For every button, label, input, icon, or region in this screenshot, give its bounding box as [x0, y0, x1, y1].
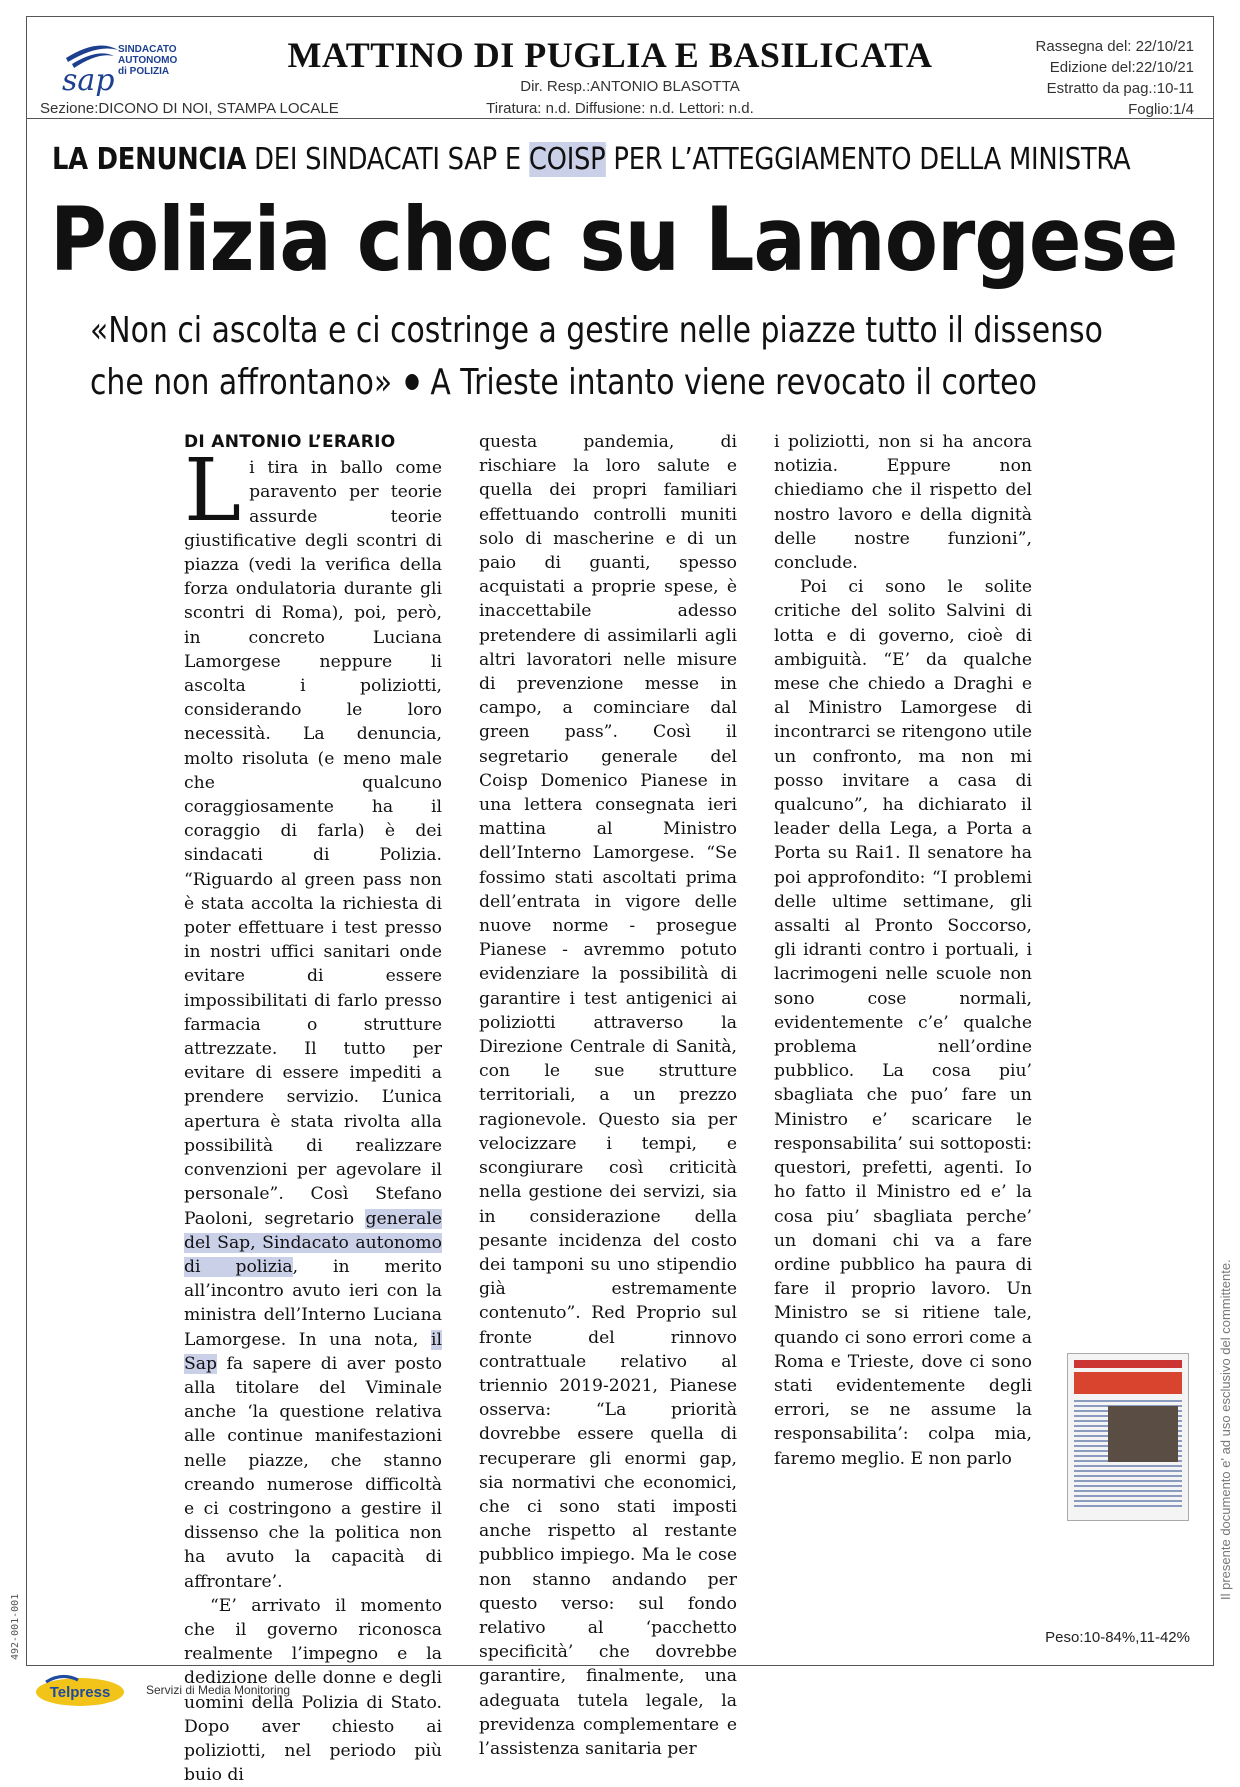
logo-line-1: SINDACATO	[118, 44, 177, 55]
publication-title: MATTINO DI PUGLIA E BASILICATA	[287, 35, 933, 75]
logo-line-3: di POLIZIA	[118, 66, 170, 77]
circulation-info: Tiratura: n.d. Diffusione: n.d. Lettori: n.d.	[486, 100, 754, 117]
logo-text	[118, 44, 177, 77]
kicker-bold: LA DENUNCIA	[52, 142, 247, 177]
clipping-meta	[1036, 36, 1194, 120]
article-column-2	[479, 430, 737, 1761]
subtitle-line-2a: che non affrontano»	[90, 362, 393, 403]
edition-date: Edizione del:22/10/21	[1049, 59, 1194, 76]
column-1-paragraph-2: “E’ arrivato il momento che il governo riconosca realmente l’impegno e la dedizione delle donne e degli uomini della Polizia di Stato. Dopo aver chiesto ai poliziotti, nel periodo più buio di	[184, 1595, 442, 1786]
article-title: Polizia choc su Lamorgese	[50, 188, 1178, 291]
column-2-paragraph: questa pandemia, di rischiare la loro salute e quella dei propri familiari effettuando controlli muniti solo di mascherine e di un paio di guanti, spesso acquistati a proprie spese, è inaccettabile adesso pretendere di assimilarli agli altri lavoratori nelle misure di prevenzione messe in campo, a cominciare dal green pass”. Così il segretario generale del Coisp Domenico Pianese in una lettera consegnata ieri mattina al Ministro dell’Interno Lamorgese. “Se fossimo stati ascoltati prima dell’entrata in vigore delle nuove norme - prosegue Pianese - avremmo potuto evidenziare la possibilità di garantire i test antigenici ai poliziotti attraverso la Direzione Centrale di Sanità, con le sue strutture territoriali, a un prezzo ragionevole. Questo sia per velocizzare i tempi, e scongiurare così criticità nella gestione dei servizi, sia in considerazione della pesante incidenza del costo dei tamponi su uno stipendio già estremamente contenuto”. Red Proprio sul fronte del rinnovo contrattuale relativo al triennio 2019-2021, Pianese osserva: “La priorità dovrebbe essere quella di recuperare gli enormi gap, sia normativi che economici, che ci sono stati imposti anche rispetto al restante pubblico impiego. Ma le cose non stanno andando per questo verso: sul fondo relativo al ‘pacchetto specificità’ che dovrebbe garantire, finalmente, una adeguata tutela legale, la previdenza complementare e l’assistenza sanitaria per	[479, 432, 737, 1759]
page-extract: Estratto da pag.:10-11	[1046, 80, 1194, 97]
logo-mark: sap	[62, 63, 115, 96]
kicker-text-end: PER L’ATTEGGIAMENTO DELLA MINISTRA	[605, 142, 1131, 177]
drop-cap: L	[184, 441, 242, 542]
thumb-title-block	[1074, 1372, 1182, 1394]
subtitle-line-2b: A Trieste intanto viene revocato il corteo	[430, 362, 1037, 403]
column-3-paragraph-1: i poliziotti, non si ha ancora notizia. Eppure non chiediamo che il rispetto del nostro lavoro e della dignità delle nostre funzioni”, conclude.	[774, 432, 1032, 574]
usage-notice: Il presente documento e' ad uso esclusivo del committente.	[1218, 1259, 1233, 1600]
column-1-text-c: fa sapere di aver posto alla titolare del Viminale anche ‘la questione relativa alle continue manifestazioni nelle piazze, che stanno creando numerose difficoltà e ci costringono a gestire il dissenso che la politica non ha avuto la capacità di affrontare’.	[184, 1353, 442, 1592]
weight-label: Peso:10-84%,11-42%	[1045, 1629, 1190, 1646]
telpress-wordmark: Telpress	[49, 1684, 111, 1701]
thumb-photo	[1108, 1406, 1178, 1462]
thumb-header	[1074, 1360, 1182, 1368]
director: Dir. Resp.:ANTONIO BLASOTTA	[520, 78, 740, 95]
sheet-number: Foglio:1/4	[1128, 101, 1194, 118]
rassegna-date: Rassegna del: 22/10/21	[1035, 38, 1194, 55]
column-1-text-a: i tira in ballo come paravento per teorie assurde teorie giustificative degli scontri di piazza (vedi la verifica della forza ondulatoria durante gli scontri di Roma), poi, però, in concreto Luciana Lamorgese neppure li ascolta i poliziotti, considerando le loro necessità. La denuncia, molto risoluta (e meno male che qualcuno coraggiosamente ha il coraggio di farla) è dei sindacati di Polizia. “Riguardo al green pass non è stata accolta la richiesta di poter effettuare i test presso in nostri uffici sanitari onde evitare di essere impossibilitati di farlo presso farmacia o strutture attrezzate. Il tutto per evitare di essere impediti a prendere servizio. L’unica apertura è stata rivolta alla possibilità di realizzare convenzioni per agevolare il personale”. Così Stefano Paoloni, segretario	[184, 458, 442, 1229]
bullet-icon	[405, 374, 418, 390]
section-label: Sezione:DICONO DI NOI, STAMPA LOCALE	[40, 100, 339, 117]
column-3-paragraph-2: Poi ci sono le solite critiche del solito Salvini di lotta e di governo, cioè di ambiguità. “E’ da qualche mese che chiedo a Draghi e al Ministro Lamorgese di incontrarci se ritengono utile un confronto, ma non mi posso invitare a casa di qualcuno”, ha dichiarato il leader della Lega, a Porta a Porta su Rai1. Il senatore ha poi approfondito: “I problemi delle ultime settimane, gli assalti al Pronto Soccorso, gli idranti contro i portuali, i lacrimogeni nelle scuole non sono cose normali, evidentemente c’e’ qualche problema nell’ordine pubblico. La cosa piu’ sbagliata che puo’ fare un Ministro e’ scaricare le responsabilita’ sui sottoposti: questori, prefetti, agenti. Io ho fatto il Ministro ed e’ la cosa piu’ sbagliata perche’ un domani chi va a fare ordine pubblico ha paura di fare il proprio lavoro. Un Ministro se si ritiene tale, quando ci sono errori come a Roma e Trieste, dove ci sono stati evidentemente degli errori, se ne assume la responsabilita’: colpa mia, faremo meglio. E non parlo	[774, 577, 1032, 1469]
highlight-sap: generale del Sap, Sindacato autonomo di polizia	[184, 1208, 442, 1277]
monitoring-label: Servizi di Media Monitoring	[146, 1683, 291, 1697]
column-1-text-b: , in merito all’incontro avuto ieri con la ministra dell’Interno Luciana Lamorgese. In una nota,	[184, 1256, 442, 1350]
byline: DI ANTONIO L’ERARIO	[184, 432, 396, 452]
article-kicker	[52, 142, 1131, 177]
article-column-3	[774, 430, 1032, 1471]
article-column-1	[184, 430, 442, 1787]
document-code: 492-001-001	[10, 1593, 21, 1660]
telpress-logo	[32, 1672, 128, 1708]
article-subtitle	[90, 305, 1136, 409]
kicker-text: DEI SINDACATI SAP E	[246, 142, 529, 177]
highlight-il-sap: il Sap	[184, 1329, 442, 1374]
logo-line-2: AUTONOMO	[118, 55, 178, 66]
kicker-highlight: COISP	[528, 142, 606, 177]
page-thumbnail	[1067, 1353, 1189, 1521]
subtitle-line-1: «Non ci ascolta e ci costringe a gestire nelle piazze tutto il dissenso	[90, 310, 1103, 351]
